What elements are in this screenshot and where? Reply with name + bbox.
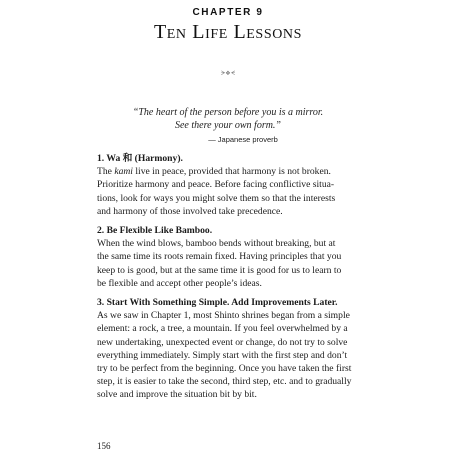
lesson-2-line-2: the same time its roots remain fixed. Having principles that you	[97, 251, 342, 263]
lesson-2-line-4: be flexible and accept other people’s ideas.	[97, 277, 262, 289]
lesson-2-heading: 2. Be Flexible Like Bamboo.	[97, 225, 213, 236]
lesson-1-line-3: tions, look for ways you might solve them so that the interests	[97, 192, 336, 204]
epigraph-line-2: See there your own form.”	[174, 120, 281, 131]
lesson-3-line-2: element: a rock, a tree, a mountain. If you feel overwhelmed by a	[97, 323, 348, 335]
lesson-1-line-1-kami: kami	[114, 166, 133, 178]
lesson-1-line-1-b: live in peace, provided that harmony is not broken.	[132, 166, 331, 178]
lesson-1-line-1-a: The	[97, 166, 115, 178]
lesson-1-line-2: Prioritize harmony and peace. Before facing conflictive situa-	[97, 179, 335, 191]
epigraph-line-1: “The heart of the person before you is a mirror.	[132, 107, 324, 118]
lesson-3-line-5: try to be perfect from the beginning. Once you have taken the first	[97, 363, 352, 375]
chapter-title: Ten Life Lessons	[153, 21, 303, 43]
lesson-1-line-1	[97, 165, 389, 178]
lesson-1-line-4: and harmony of those involved take precedence.	[97, 205, 283, 217]
epigraph-quote	[0, 106, 456, 132]
lesson-3-line-3: new undertaking, unexpected event or change, do not try to solve	[97, 336, 348, 348]
lesson-1-heading-suffix: (Harmony).	[132, 153, 183, 164]
lesson-3-line-7: solve and improve the situation bit by bit.	[97, 389, 257, 401]
lesson-3-heading: 3. Start With Something Simple. Add Improvements Later.	[97, 297, 338, 308]
lesson-2-line-3: keep to is good, but at the same time it is good for us to learn to	[97, 264, 342, 276]
lesson-1	[97, 152, 389, 218]
lesson-3-line-6: step, it is easier to take the second, third step, etc. and to gradually	[97, 376, 352, 388]
lesson-1-heading	[97, 152, 389, 165]
chapter-label: CHAPTER 9	[192, 7, 264, 18]
lesson-3	[97, 296, 389, 402]
lesson-2-line-1: When the wind blows, bamboo bends without breaking, but at	[97, 238, 336, 250]
lesson-3-line-4: everything immediately. Simply start with the first step and don’t	[97, 349, 348, 361]
lesson-3-line-1: As we saw in Chapter 1, most Shinto shrines began from a simple	[97, 310, 350, 322]
lesson-1-heading-kanji: 和	[122, 153, 133, 164]
lesson-1-heading-prefix: 1. Wa	[97, 153, 123, 164]
lesson-2	[97, 224, 389, 290]
ornament-divider: ᗒ❖ᗕ	[220, 70, 236, 77]
page-number: 156	[97, 441, 111, 451]
epigraph-source: — Japanese proverb	[208, 135, 278, 144]
